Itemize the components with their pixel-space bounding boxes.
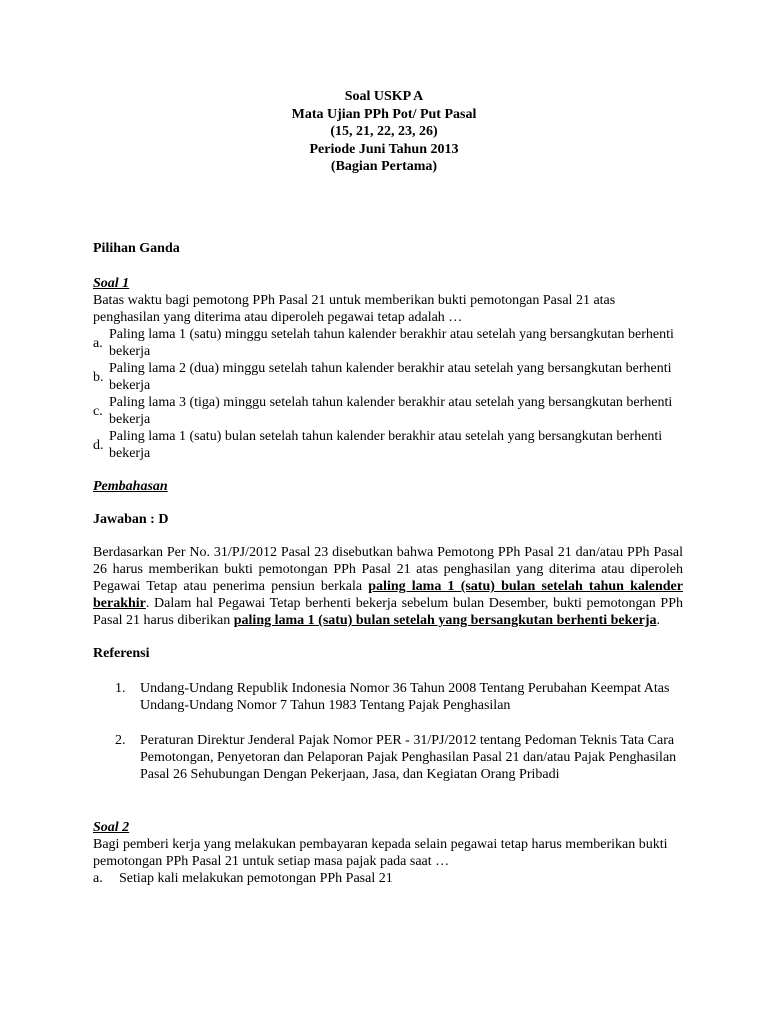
pembahasan-label: Pembahasan — [93, 479, 168, 494]
pembahasan-emphasis-1: paling lama 1 (satu) bulan setelah tahun kalender berakhir — [93, 579, 683, 611]
pembahasan-paragraph — [93, 544, 683, 629]
option-text: Paling lama 3 (tiga) minggu setelah tahun kalender berakhir atau setelah yang bersangkutan berhenti bekerja — [109, 395, 673, 427]
soal-1-option-b — [93, 360, 683, 394]
pembahasan-text-1: Berdasarkan Per No. 31/PJ/2012 Pasal 23 disebutkan bahwa Pemotong PPh Pasal 21 dan/atau PPh Pasal 26 harus memberikan bukti pemotongan PPh Pasal 21 atas penghasilan yang diterima atau diperoleh Pegawai Tetap atau penerima pensiun berkala — [93, 545, 683, 594]
soal-1-options — [93, 326, 683, 462]
option-letter: c. — [93, 403, 103, 419]
soal-1-option-d — [93, 428, 683, 462]
option-text: Paling lama 1 (satu) minggu setelah tahun kalender berakhir atau setelah yang bersangkutan berhenti bekerja — [109, 327, 674, 359]
section-title: Pilihan Ganda — [93, 241, 180, 256]
soal-1-question: Batas waktu bagi pemotong PPh Pasal 21 untuk memberikan bukti pemotongan Pasal 21 atas penghasilan yang diterima atau diperoleh pegawai tetap adalah … — [93, 293, 616, 325]
soal-1-label: Soal 1 — [93, 276, 130, 291]
referensi-text: Peraturan Direktur Jenderal Pajak Nomor PER - 31/PJ/2012 tentang Pedoman Teknis Tata Cara Pemotongan, Penyetoran dan Pelaporan Pajak Penghasilan Pasal 21 dan/atau Pajak Penghasilan Pasal 26 Sehubungan Dengan Pekerjaan, Jasa, dan Kegiatan Orang Pribadi — [140, 733, 677, 782]
pembahasan-text-3: . — [656, 613, 661, 628]
referensi-number: 2. — [115, 733, 126, 748]
option-text: Paling lama 1 (satu) bulan setelah tahun kalender berakhir atau setelah yang bersangkutan berhenti bekerja — [109, 429, 663, 461]
title-line-5: (Bagian Pertama) — [330, 159, 438, 174]
pembahasan-text-2: . Dalam hal Pegawai Tetap berhenti bekerja sebelum bulan Desember, bukti pemotongan PPh Pasal 21 harus diberikan — [93, 596, 683, 628]
option-letter: b. — [93, 369, 104, 385]
referensi-label: Referensi — [93, 646, 150, 661]
option-letter: d. — [93, 437, 104, 453]
referensi-list — [93, 680, 683, 783]
option-letter: a. — [93, 871, 103, 886]
title-line-1: Soal USKP A — [344, 89, 424, 104]
soal-2-label: Soal 2 — [93, 820, 130, 835]
document-title-block — [0, 88, 768, 176]
soal-1-option-a — [93, 326, 683, 360]
referensi-item — [93, 680, 683, 714]
title-line-3: (15, 21, 22, 23, 26) — [330, 124, 438, 139]
soal-1-option-c — [93, 394, 683, 428]
pembahasan-emphasis-2: paling lama 1 (satu) bulan setelah yang bersangkutan berhenti bekerja — [233, 613, 657, 628]
referensi-item — [93, 732, 683, 783]
soal-2-question: Bagi pemberi kerja yang melakukan pembayaran kepada selain pegawai tetap harus memberikan bukti pemotongan PPh Pasal 21 untuk setiap masa pajak pada saat … — [93, 837, 668, 869]
document-body — [93, 240, 683, 887]
option-text: Paling lama 2 (dua) minggu setelah tahun kalender berakhir atau setelah yang bersangkutan berhenti bekerja — [109, 361, 672, 393]
option-text: Setiap kali melakukan pemotongan PPh Pasal 21 — [119, 871, 393, 886]
option-letter: a. — [93, 335, 103, 351]
title-line-2: Mata Ujian PPh Pot/ Put Pasal — [291, 106, 477, 122]
soal-2-option-a — [93, 870, 683, 887]
referensi-text: Undang-Undang Republik Indonesia Nomor 36 Tahun 2008 Tentang Perubahan Keempat Atas Undang-Undang Nomor 7 Tahun 1983 Tentang Pajak Penghasilan — [140, 681, 670, 713]
title-line-4: Periode Juni Tahun 2013 — [309, 141, 459, 157]
referensi-number: 1. — [115, 681, 126, 696]
jawaban-line: Jawaban : D — [93, 512, 169, 527]
